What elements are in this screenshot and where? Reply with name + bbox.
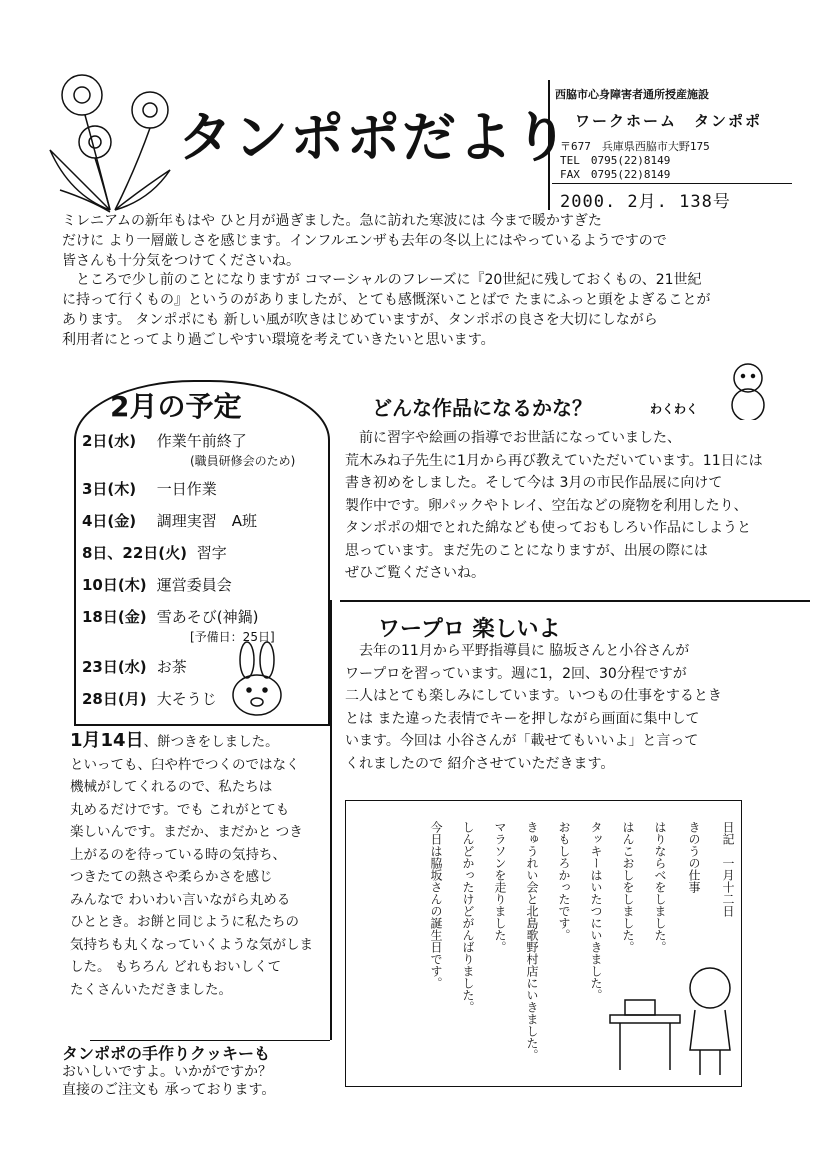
diary-column: しんどかったけどがんばりました。	[461, 821, 475, 1013]
wordpro-title: ワープロ 楽しいよ	[378, 617, 561, 642]
schedule-note: [予備日：25日]	[190, 630, 275, 644]
intro-text	[62, 212, 802, 351]
diary-column: きのうの仕事	[687, 821, 701, 893]
schedule-item: 8日、22日(火) 習字	[82, 544, 227, 562]
schedule-item: 3日(木) 一日作業	[82, 480, 217, 498]
cookie-notice: タンポポの手作りクッキーも おいしいですよ。いかがですか？ 直接のご注文も 承っております。	[62, 1044, 276, 1098]
shop-name: ワークホーム タンポポ	[575, 112, 763, 130]
intro-line: あります。 タンポポにも 新しい風が吹きはじめていますが、タンポポの良さを大切にしながら	[62, 311, 658, 328]
rabbit-illustration	[225, 640, 290, 720]
intro-line: に持って行くもの』というのがありましたが、とても感慨深いことばで たまにふっと頭をよぎることが	[62, 292, 711, 309]
diary-column: はりならべをしました。	[653, 821, 667, 953]
address: 〒677 兵庫県西脇市大野175	[560, 140, 710, 153]
person-at-computer-illustration	[600, 960, 760, 1080]
diary-column: きゅうれい会と北島歌野村店にいきました。	[525, 821, 539, 1061]
intro-line: ところで少し前のことになりますが コマーシャルのフレーズに『20世紀に残しておくもの、21世紀	[62, 272, 702, 289]
column-divider	[330, 600, 332, 1040]
intro-line: ミレニアムの新年もはや ひと月が過ぎました。急に訪れた寒波には 今まで暖かすぎた	[62, 213, 602, 229]
schedule-item: 10日(木) 運営委員会	[82, 576, 232, 594]
intro-line: 皆さんも十分気をつけてくださいね。	[62, 252, 300, 269]
diary-column: タッキーはいたつにいきました。	[589, 821, 603, 1001]
intro-line: だけに より一層厳しさを感じます。インフルエンザも去年の冬以上にはやっているようですので	[62, 232, 667, 249]
section-rule	[90, 1040, 330, 1041]
schedule-title: 2月の予定	[110, 390, 242, 423]
schedule-item: 2日(水) 作業午前終了	[82, 432, 247, 450]
artwork-text: 前に習字や絵画の指導でお世話になっていました、 荒木みね子先生に1月から再び教えていただいています。11日には 書き初めをしました。そして今は 3月の市民作品展に向けて 製作中です。卵パックやトレイ、空缶などの廃物を利用したり、 タンポポの畑でとれた綿なども使っておもしろい作品にしようと 思っています。まだ先のことになりますが、出展の際には ぜひご覧くださいね。	[345, 430, 763, 581]
fax: FAX 0795(22)8149	[560, 168, 671, 181]
schedule-note: (職員研修会のため)	[190, 454, 296, 468]
artwork-aside: わくわく	[650, 402, 699, 416]
schedule-item: 28日(月) 大そうじ	[82, 690, 217, 708]
newsletter-title: タンポポだより	[178, 106, 570, 169]
mochi-text: 1月14日、餅つきをしました。 といっても、臼や杵でつくのではなく 機械がしてくれるので、私たちは 丸めるだけです。でも これがとても 楽しいんです。まだか、まだかと つき 上がるのを待っている時の気持ち、 つきたての熱さや柔らかさを感じ みんなで わいわい言いながら丸める ひととき。お餅と同じように私たちの 気持ちも丸くなっていくような気がしま した。 もちろん どれもおいしくて たくさんいただきました。	[70, 730, 313, 998]
schedule-item: 18日(金) 雪あそび(神鍋)	[82, 608, 259, 626]
issue-divider	[552, 183, 792, 184]
intro-line: 利用者にとってより過ごしやすい環境を考えていきたいと思います。	[62, 331, 495, 348]
wordpro-text: 去年の11月から平野指導員に 脇坂さんと小谷さんが ワープロを習っています。週に1，2回、30分程ですが 二人はとても楽しみにしています。いつもの仕事をするとき とは また違った表情でキーを押しながら画面に集中して います。今回は 小谷さんが「載せてもいいよ」と言って くれましたので 紹介させていただきます。	[345, 643, 722, 772]
diary-column: おもしろかったです。	[557, 821, 571, 941]
artwork-title: どんな作品になるかな？	[372, 396, 592, 420]
wordpro-rule	[340, 600, 810, 602]
dandelion-illustration	[40, 70, 180, 220]
diary-column: 日記 一月十二日	[721, 821, 735, 917]
schedule-item: 4日(金) 調理実習 A班	[82, 512, 258, 530]
snowman-illustration	[718, 360, 778, 420]
diary-column: はんこおしをしました。	[621, 821, 635, 953]
schedule-item: 23日(水) お茶	[82, 658, 187, 676]
issue-number: 2000. 2月. 138号	[560, 192, 731, 212]
diary-column: 今日は脇坂さんの誕生日です。	[429, 821, 443, 989]
tel: TEL 0795(22)8149	[560, 154, 671, 167]
diary-column: マラソンを走りました。	[493, 821, 507, 953]
organization-name: 西脇市心身障害者通所授産施設	[555, 88, 709, 101]
